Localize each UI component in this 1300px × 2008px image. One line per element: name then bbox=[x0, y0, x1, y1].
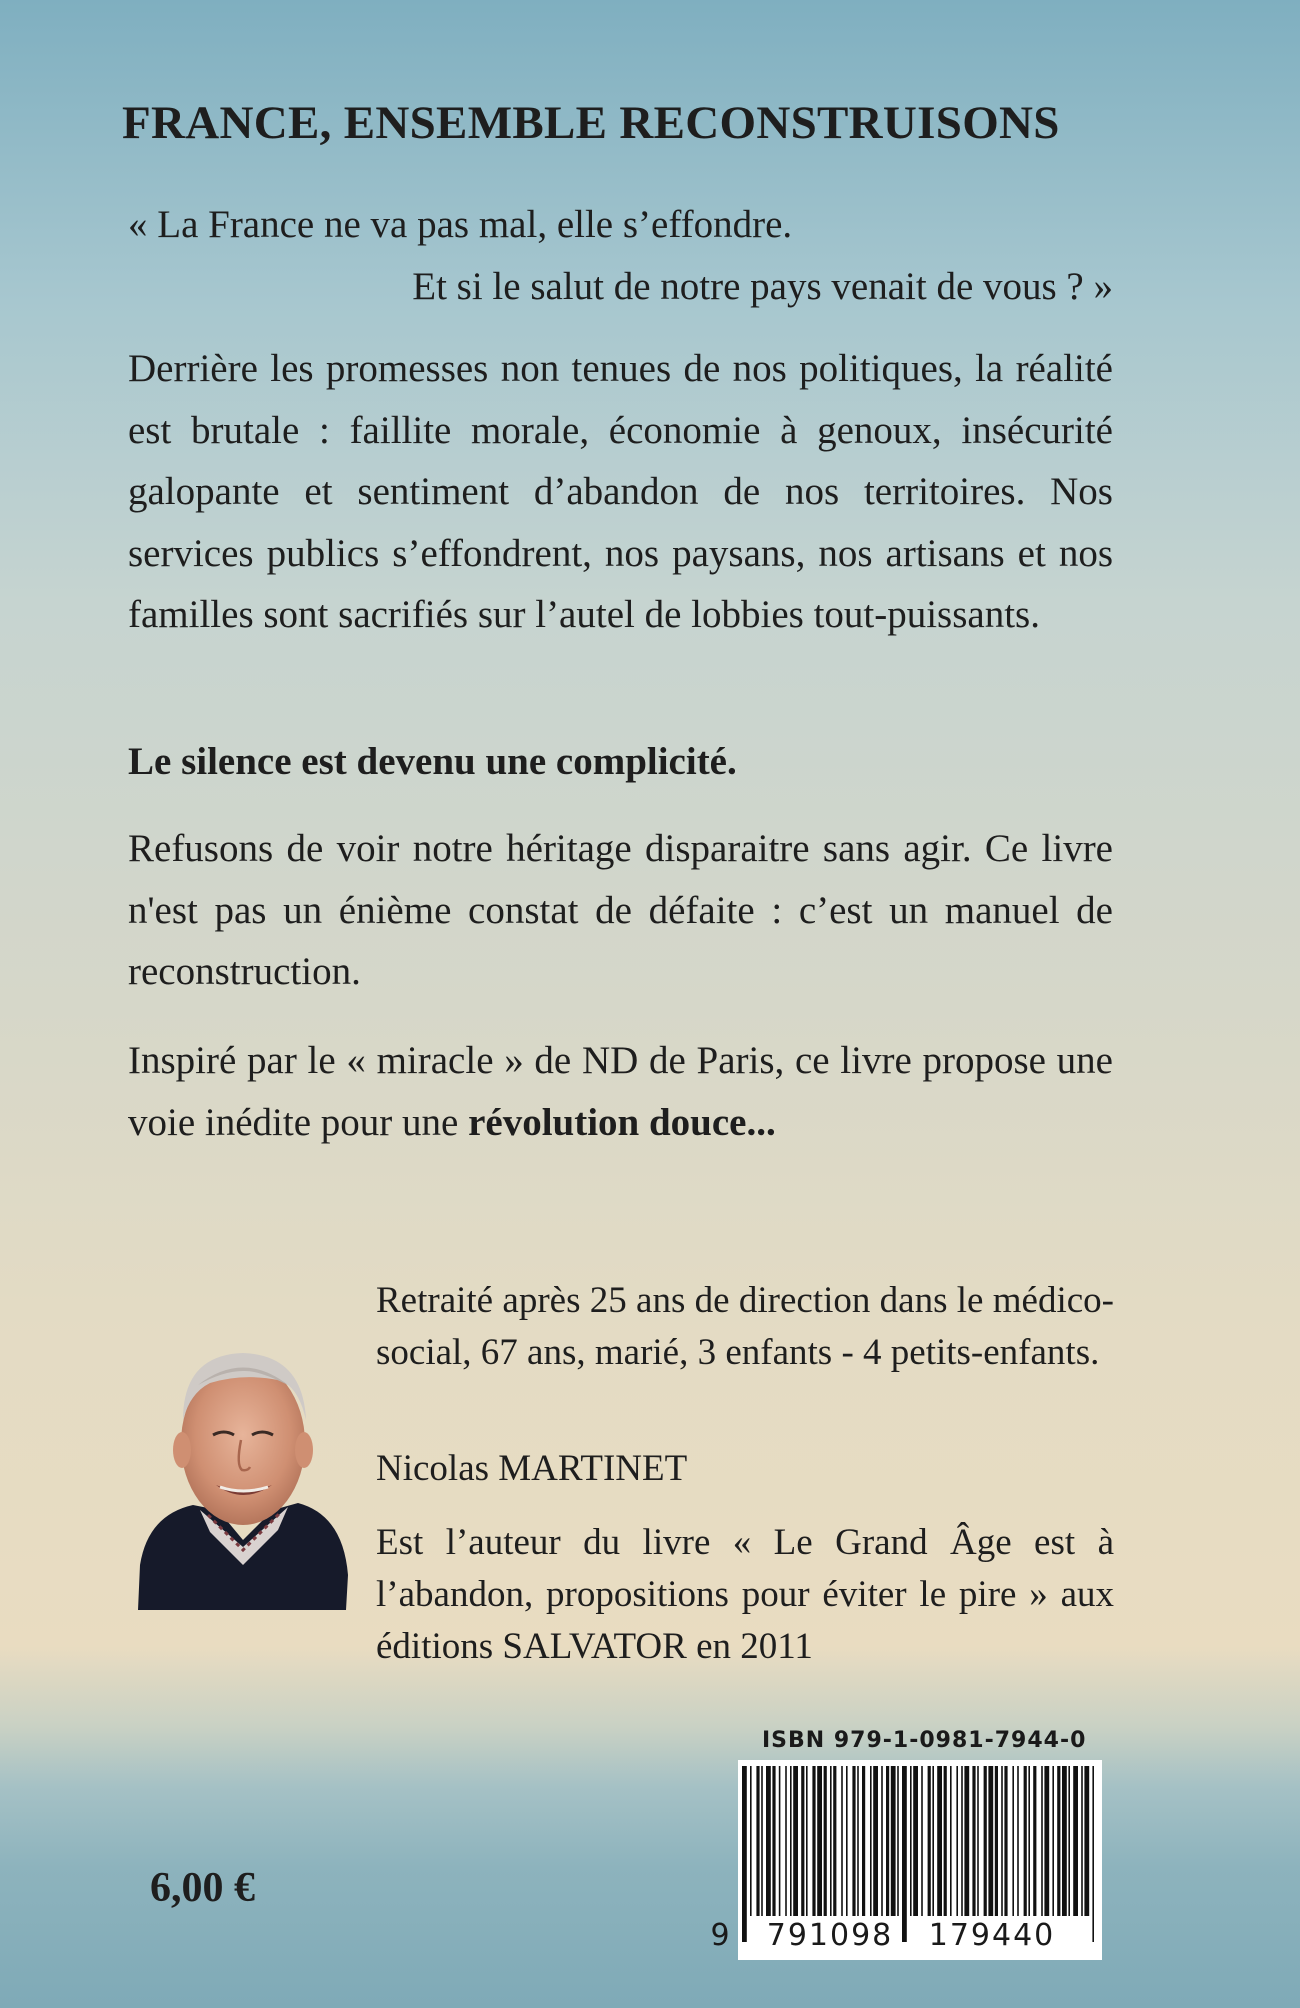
barcode-bar bbox=[873, 1766, 878, 1916]
paragraph-inspire-bold: révolution douce... bbox=[468, 1100, 776, 1144]
paragraph-inspire bbox=[128, 1030, 1113, 1153]
barcode-digit-first: 9 bbox=[710, 1918, 730, 1953]
barcode-bar bbox=[812, 1766, 815, 1916]
barcode-bar bbox=[857, 1766, 859, 1916]
barcode-bar bbox=[742, 1766, 747, 1942]
barcode-digits-left: 791098 bbox=[766, 1918, 894, 1953]
barcode-bar bbox=[1081, 1766, 1083, 1916]
barcode-bar bbox=[921, 1766, 923, 1916]
barcode-bar bbox=[961, 1766, 963, 1916]
barcode-bar bbox=[972, 1766, 975, 1916]
barcode-bar bbox=[977, 1766, 979, 1916]
barcode-bar bbox=[891, 1766, 896, 1916]
barcode-bar bbox=[1012, 1766, 1014, 1916]
barcode-bar bbox=[1057, 1766, 1060, 1916]
barcode-bar bbox=[1028, 1766, 1030, 1916]
author-name: Nicolas MARTINET bbox=[376, 1448, 688, 1489]
barcode-bar bbox=[1068, 1766, 1070, 1916]
author-photo bbox=[138, 1325, 348, 1610]
barcode-bar bbox=[988, 1766, 993, 1916]
barcode-bar bbox=[937, 1766, 942, 1916]
barcode-bar bbox=[1024, 1766, 1027, 1916]
barcode-bar bbox=[1062, 1766, 1067, 1916]
barcode-bar bbox=[910, 1766, 912, 1916]
barcode-bar bbox=[881, 1766, 883, 1916]
book-title: FRANCE, ENSEMBLE RECONSTRUISONS bbox=[122, 97, 1060, 149]
barcode-bar bbox=[1001, 1766, 1003, 1916]
paragraph-intro: Derrière les promesses non tenues de nos politiques, la réalité est brutale : faillite morale, économie à genoux, insécurité galopante et sentiment d’abandon de nos territoires. Nos services publics s’effondrent, nos paysans, nos artisans et nos familles sont sacrifiés sur l’autel de lobbies tout-puissants. bbox=[128, 347, 1113, 636]
barcode-bar bbox=[950, 1766, 952, 1916]
barcode-bar bbox=[1092, 1766, 1094, 1942]
barcode-bar bbox=[886, 1766, 889, 1916]
barcode-bar bbox=[995, 1766, 998, 1916]
barcode-bar bbox=[766, 1766, 771, 1916]
barcode-digits-right: 179440 bbox=[928, 1918, 1056, 1953]
barcode-bar bbox=[785, 1766, 787, 1916]
barcode-bar bbox=[902, 1766, 907, 1942]
barcode-bar bbox=[793, 1766, 798, 1916]
isbn-label: ISBN 979-1-0981-7944-0 bbox=[762, 1728, 1087, 1753]
barcode-bar bbox=[824, 1766, 827, 1916]
opening-quote bbox=[128, 194, 1113, 318]
barcode-bar bbox=[1084, 1766, 1089, 1916]
barcode-bar bbox=[932, 1766, 934, 1916]
barcode-bar bbox=[984, 1766, 987, 1916]
barcode-bar bbox=[913, 1766, 918, 1916]
barcode-bar bbox=[756, 1766, 759, 1916]
barcode bbox=[702, 1760, 1102, 1960]
barcode-bar bbox=[928, 1766, 931, 1916]
barcode-bar bbox=[779, 1766, 781, 1916]
barcode-bar bbox=[801, 1766, 804, 1916]
barcode-bar bbox=[1004, 1766, 1007, 1916]
barcode-bar bbox=[1041, 1766, 1043, 1916]
barcode-bar bbox=[870, 1766, 872, 1916]
barcode-bar bbox=[964, 1766, 969, 1916]
barcode-bar bbox=[1017, 1766, 1019, 1916]
barcode-bar bbox=[852, 1766, 855, 1916]
barcode-bar bbox=[846, 1766, 848, 1916]
author-previous-book: Est l’auteur du livre « Le Grand Âge est à l’abandon, propositions pour éviter le pire » aux éditions SALVATOR en 2011 bbox=[376, 1522, 1114, 1667]
barcode-bar bbox=[897, 1766, 899, 1916]
barcode-bar bbox=[772, 1766, 775, 1916]
barcode-bar bbox=[761, 1766, 763, 1916]
barcode-bar bbox=[1073, 1766, 1078, 1916]
paragraph-refuse: Refusons de voir notre héritage disparaitre sans agir. Ce livre n'est pas un énième constat de défaite : c’est un manuel de reconstruction. bbox=[128, 827, 1113, 993]
barcode-bar bbox=[1052, 1766, 1054, 1916]
barcode-bar bbox=[862, 1766, 865, 1916]
author-bio: Retraité après 25 ans de direction dans le médico-social, 67 ans, marié, 3 enfants - 4 petits-enfants. bbox=[376, 1280, 1114, 1373]
paragraph-silence: Le silence est devenu une complicité. bbox=[128, 740, 737, 783]
barcode-bar bbox=[1033, 1766, 1036, 1916]
barcode-bar bbox=[750, 1766, 752, 1916]
quote-line-1: « La France ne va pas mal, elle s’effondre. bbox=[128, 203, 793, 246]
price: 6,00 € bbox=[150, 1865, 255, 1911]
paragraph-inspire-text: Inspiré par le « miracle » de ND de Paris, ce livre propose une voie inédite pour une bbox=[128, 1039, 1113, 1144]
quote-line-2: Et si le salut de notre pays venait de vous ? » bbox=[412, 265, 1113, 308]
barcode-bar bbox=[790, 1766, 792, 1916]
barcode-bar bbox=[806, 1766, 808, 1916]
barcode-bar bbox=[833, 1766, 836, 1916]
barcode-bar bbox=[841, 1766, 843, 1916]
barcode-bar bbox=[817, 1766, 822, 1916]
barcode-bar bbox=[956, 1766, 958, 1916]
barcode-bar bbox=[944, 1766, 947, 1916]
barcode-bar bbox=[830, 1766, 832, 1916]
barcode-bar bbox=[1044, 1766, 1049, 1916]
